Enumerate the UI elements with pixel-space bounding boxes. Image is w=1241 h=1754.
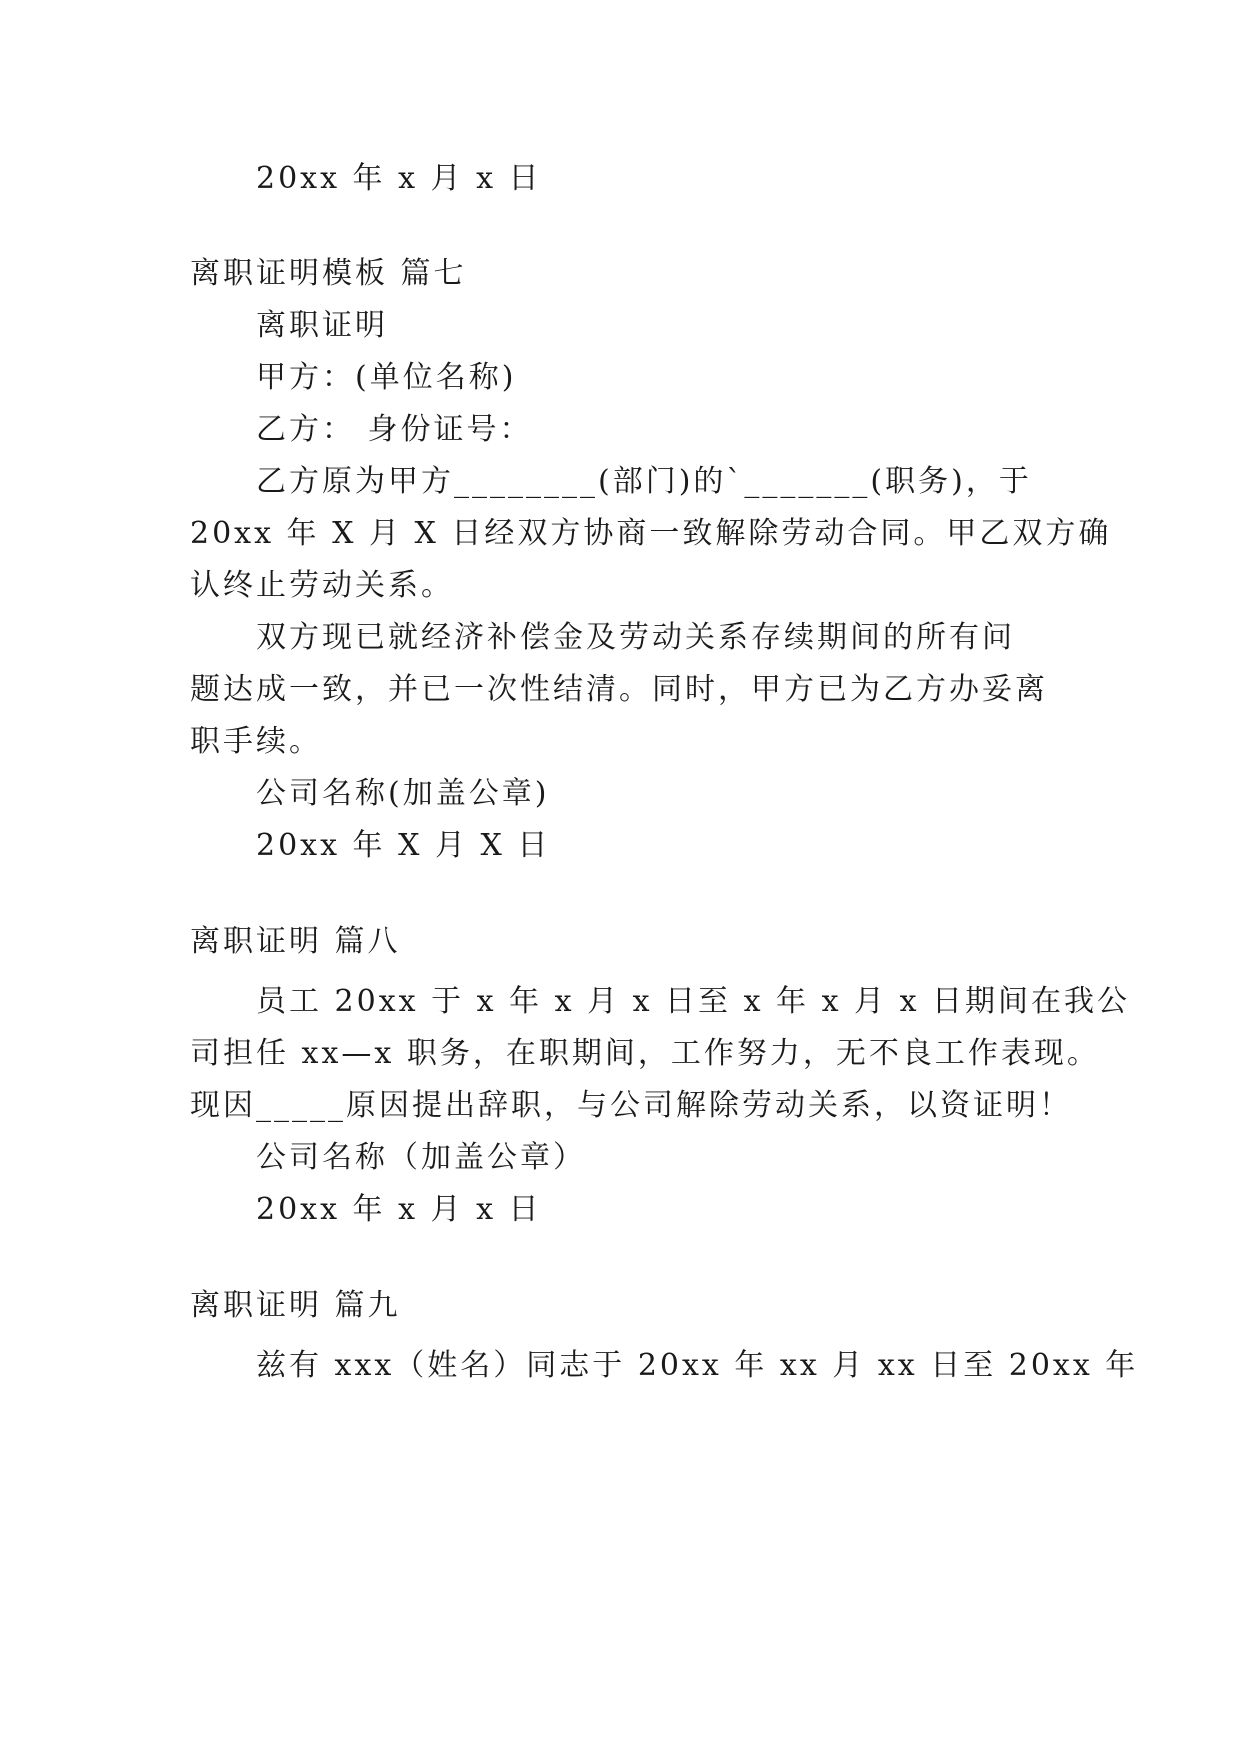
section-heading: 离职证明 篇八 bbox=[190, 924, 401, 959]
paragraph-line: 认终止劳动关系。 bbox=[190, 568, 454, 603]
paragraph-line: 题达成一致，并已一次性结清。同时，甲方已为乙方办妥离 bbox=[190, 672, 1048, 707]
paragraph-line: 司担任 xx—x 职务，在职期间，工作努力，无不良工作表现。 bbox=[190, 1036, 1100, 1071]
section-heading: 离职证明模板 篇七 bbox=[190, 256, 467, 291]
date-line: 20xx 年 x 月 x 日 bbox=[256, 161, 542, 196]
section-heading: 离职证明 篇九 bbox=[190, 1288, 401, 1323]
date-line: 20xx 年 X 月 X 日 bbox=[256, 828, 551, 863]
date-line: 20xx 年 x 月 x 日 bbox=[256, 1192, 542, 1227]
party-b-line: 乙方： 身份证号： bbox=[256, 412, 533, 447]
company-signature: 公司名称(加盖公章) bbox=[256, 776, 550, 811]
party-a-line: 甲方：(单位名称) bbox=[256, 360, 517, 395]
paragraph-line: 现因_____原因提出辞职，与公司解除劳动关系，以资证明！ bbox=[190, 1088, 1072, 1123]
paragraph-line: 员工 20xx 于 x 年 x 月 x 日至 x 年 x 月 x 日期间在我公 bbox=[256, 984, 1131, 1019]
paragraph-line: 双方现已就经济补偿金及劳动关系存续期间的所有问 bbox=[256, 620, 1015, 655]
paragraph-line: 兹有 xxx（姓名）同志于 20xx 年 xx 月 xx 日至 20xx 年 bbox=[256, 1348, 1139, 1383]
paragraph-line: 乙方原为甲方________(部门)的`_______(职务)，于 bbox=[256, 464, 1032, 499]
paragraph-line: 20xx 年 X 月 X 日经双方协商一致解除劳动合同。甲乙双方确 bbox=[190, 516, 1112, 551]
company-signature: 公司名称（加盖公章） bbox=[256, 1140, 586, 1175]
paragraph-line: 职手续。 bbox=[190, 724, 322, 759]
certificate-title: 离职证明 bbox=[256, 308, 388, 343]
